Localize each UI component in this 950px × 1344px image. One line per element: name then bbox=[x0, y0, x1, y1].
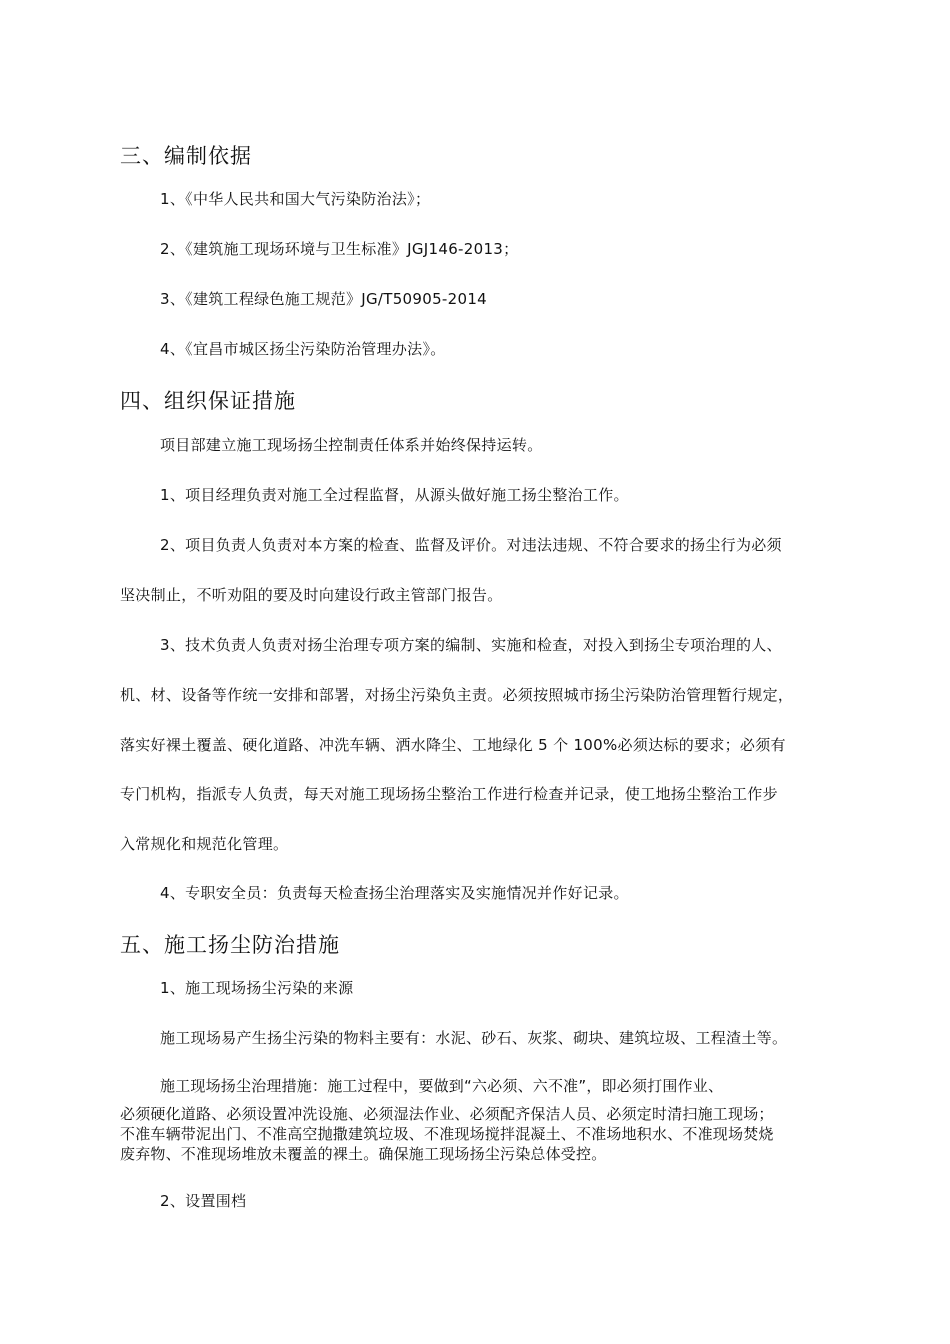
section5-sub-2: 2、设置围档 bbox=[160, 1192, 247, 1210]
section4-item-4: 4、专职安全员：负责每天检查扬尘治理落实及实施情况并作好记录。 bbox=[160, 884, 629, 902]
basis-item-2: 2、《建筑施工现场环境与卫生标准》JGJ146-2013； bbox=[160, 240, 519, 258]
dust-sources: 施工现场易产生扬尘污染的物料主要有：水泥、砂石、灰浆、砌块、建筑垃圾、工程渣土等。 bbox=[160, 1029, 788, 1047]
basis-item-1: 1、《中华人民共和国大气污染防治法》； bbox=[160, 190, 431, 208]
section4-intro: 项目部建立施工现场扬尘控制责任体系并始终保持运转。 bbox=[160, 436, 543, 454]
dust-measures-line3: 不准车辆带泥出门、不准高空抛撒建筑垃圾、不准现场搅拌混凝土、不准场地积水、不准现场焚烧 bbox=[120, 1125, 774, 1143]
basis-item-4: 4、《宜昌市城区扬尘污染防治管理办法》。 bbox=[160, 340, 446, 358]
dust-measures-line1: 施工现场扬尘治理措施：施工过程中，要做到“六必须、六不准”，即必须打围作业、 bbox=[160, 1077, 724, 1095]
basis-item-3: 3、《建筑工程绿色施工规范》JG/T50905-2014 bbox=[160, 290, 488, 308]
dust-measures-line4: 废弃物、不准现场堆放未覆盖的裸土。确保施工现场扬尘污染总体受控。 bbox=[120, 1145, 607, 1163]
section4-item-3-line4: 专门机构，指派专人负责，每天对施工现场扬尘整治工作进行检查并记录，使工地扬尘整治工作步 bbox=[120, 785, 778, 803]
section5-title: 五、施工扬尘防治措施 bbox=[120, 933, 340, 957]
section4-item-3-line5: 入常规化和规范化管理。 bbox=[120, 835, 289, 853]
section4-item-2-line2: 坚决制止，不听劝阻的要及时向建设行政主管部门报告。 bbox=[120, 586, 503, 604]
section4-item-3-line2: 机、材、设备等作统一安排和部署，对扬尘污染负主责。必须按照城市扬尘污染防治管理暂行规定， bbox=[120, 686, 794, 704]
section5-sub-1: 1、施工现场扬尘污染的来源 bbox=[160, 979, 354, 997]
section4-item-2-line1: 2、项目负责人负责对本方案的检查、监督及评价。对违法违规、不符合要求的扬尘行为必须 bbox=[160, 536, 782, 554]
section4-item-3-line3: 落实好裸土覆盖、硬化道路、冲洗车辆、洒水降尘、工地绿化 5 个 100%必须达标的要求；必须有 bbox=[120, 736, 786, 754]
section4-item-3-line1: 3、技术负责人负责对扬尘治理专项方案的编制、实施和检查，对投入到扬尘专项治理的人、 bbox=[160, 636, 782, 654]
dust-measures-line2: 必须硬化道路、必须设置冲洗设施、必须湿法作业、必须配齐保洁人员、必须定时清扫施工现场； bbox=[120, 1105, 774, 1123]
section4-title: 四、组织保证措施 bbox=[120, 389, 296, 413]
section3-title: 三、编制依据 bbox=[120, 144, 252, 168]
section4-item-1: 1、项目经理负责对施工全过程监督，从源头做好施工扬尘整治工作。 bbox=[160, 486, 629, 504]
